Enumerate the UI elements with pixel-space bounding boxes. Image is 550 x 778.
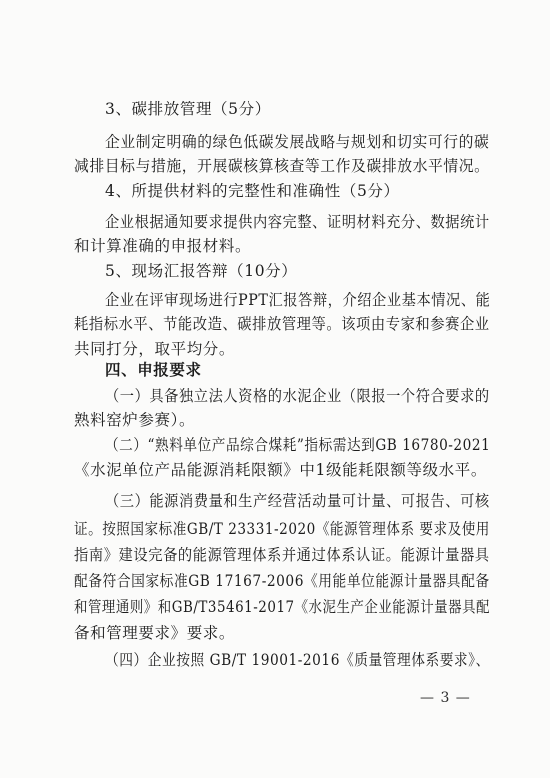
section4-body-line: 企业根据通知要求提供内容完整、证明材料充分、数据统计 xyxy=(105,213,490,231)
section4-body-line: 和计算准确的申报材料。 xyxy=(74,237,252,255)
page-number: — 3 — xyxy=(420,690,471,706)
section5-body-line: 耗指标水平、节能改造、碳排放管理等。该项由专家和参赛企业 xyxy=(74,315,490,333)
requirement-line: （三）能源消费量和生产经营活动量可计量、可报告、可核 xyxy=(105,492,490,510)
requirement-line: 配备符合国家标准GB 17167-2006《用能单位能源计量器具配备 xyxy=(74,572,490,590)
part4-heading: 四、申报要求 xyxy=(105,361,202,379)
requirement-line: 备和管理要求》要求。 xyxy=(74,624,236,642)
section5-title: 5、现场汇报答辩（10分） xyxy=(105,262,298,280)
section3-body-line: 减排目标与措施，开展碳核算核查等工作及碳排放水平情况。 xyxy=(74,157,490,175)
requirement-line: （四）企业按照 GB/T 19001-2016《质量管理体系要求》、 xyxy=(105,651,490,669)
requirement-line: 《水泥单位产品能源消耗限额》中1级能耗限额等级水平。 xyxy=(74,461,487,479)
section3-title: 3、碳排放管理（5分） xyxy=(105,100,271,118)
requirement-line: （二）“熟料单位产品综合煤耗”指标需达到GB 16780-2021 xyxy=(105,436,491,454)
section3-body-line: 企业制定明确的绿色低碳发展战略与规划和切实可行的碳 xyxy=(105,133,490,151)
requirement-line: 熟料窑炉参赛）。 xyxy=(74,411,196,429)
section4-title: 4、所提供材料的完整性和准确性（5分） xyxy=(105,182,400,200)
requirement-line: （一）具备独立法人资格的水泥企业（限报一个符合要求的 xyxy=(105,387,490,405)
requirement-line: 证。按照国家标准GB/T 23331-2020《能源管理体系 要求及使用 xyxy=(74,520,490,538)
section5-body-line: 共同打分，取平均分。 xyxy=(74,340,236,358)
section5-body-line: 企业在评审现场进行PPT汇报答辩，介绍企业基本情况、能 xyxy=(105,291,491,309)
requirement-line: 指南》建设完备的能源管理体系并通过体系认证。能源计量器具 xyxy=(74,546,490,564)
requirement-line: 和管理通则》和GB/T35461-2017《水泥生产企业能源计量器具配 xyxy=(74,598,491,616)
